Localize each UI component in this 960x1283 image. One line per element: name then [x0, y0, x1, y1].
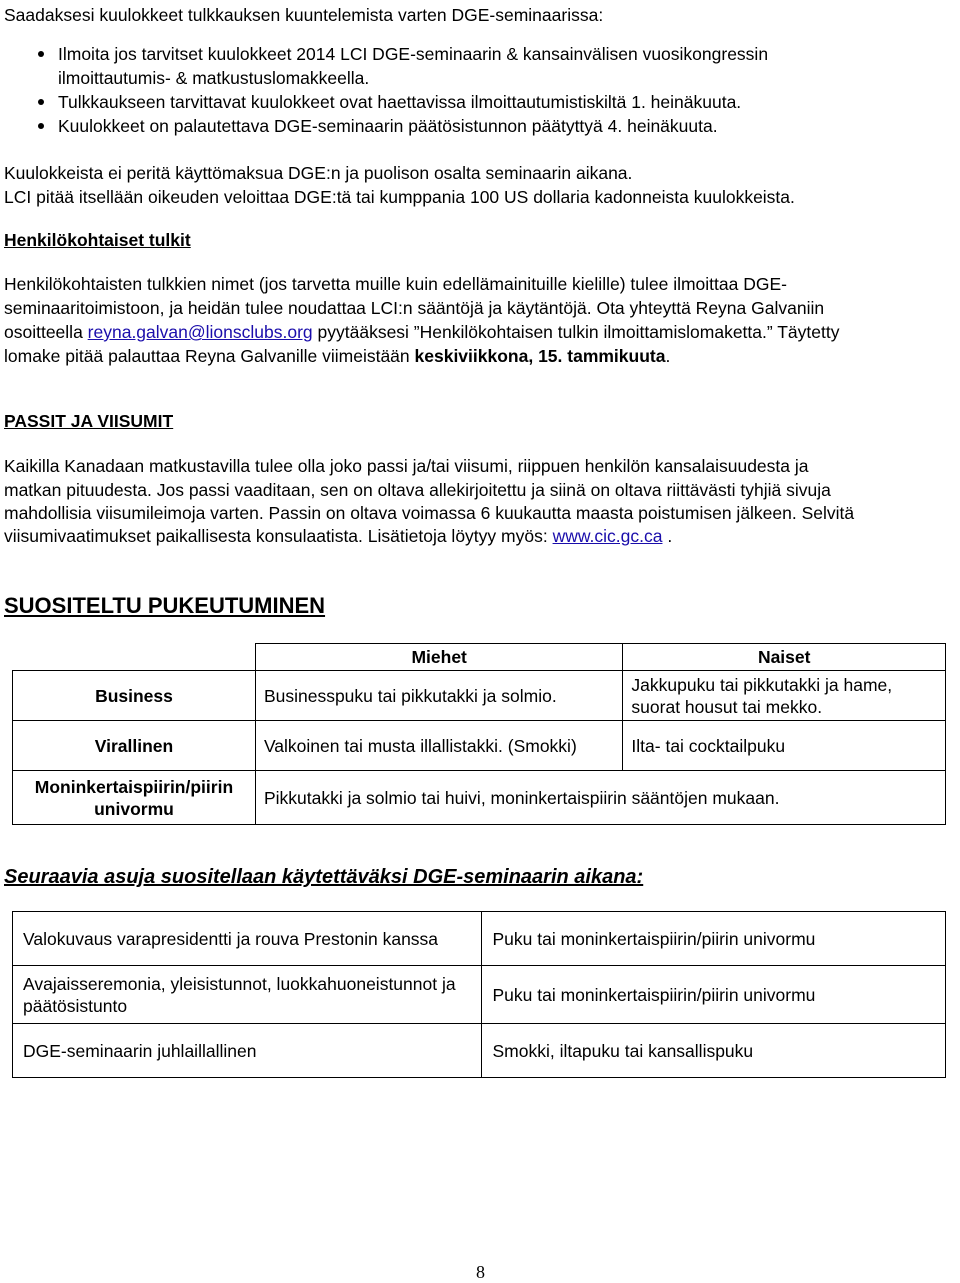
column-header-women: Naiset — [623, 644, 946, 671]
table-row — [13, 721, 946, 771]
table-header-row — [13, 644, 946, 671]
text-segment: . — [665, 346, 671, 366]
bullet-text-continued: ilmoittautumis- & matkustuslomakkeella. — [58, 68, 370, 88]
text-segment: osoitteella — [4, 322, 88, 342]
interpreters-heading: Henkilökohtaiset tulkit — [4, 230, 191, 250]
table-row — [13, 912, 946, 966]
event-cell: DGE-seminaarin juhlaillallinen — [13, 1024, 482, 1078]
events-heading: Seuraavia asuja suositellaan käytettäväksi DGE-seminaarin aikana: — [4, 866, 644, 888]
passports-heading: PASSIT JA VIISUMIT — [4, 411, 174, 431]
list-item — [38, 114, 768, 138]
paragraph-line: mahdollisia viisumileimoja varten. Passin on oltava voimassa 6 kuukautta maasta poistumisen jälkeen. Selvitä — [4, 503, 855, 523]
paragraph-line — [4, 525, 672, 547]
table-row — [13, 671, 946, 721]
events-attire-table — [12, 911, 946, 1078]
paragraph-line — [4, 321, 840, 343]
attire-cell: Puku tai moninkertaispiirin/piirin univormu — [482, 966, 946, 1024]
event-cell: Avajaisseremonia, yleisistunnot, luokkahuoneistunnot ja päätösistunto — [13, 966, 482, 1024]
cell-men: Valkoinen tai musta illallistakki. (Smokki) — [255, 721, 622, 771]
row-label: Virallinen — [13, 721, 256, 771]
intro-heading: Saadaksesi kuulokkeet tulkkauksen kuuntelemista varten DGE-seminaarissa: — [4, 5, 604, 25]
attire-cell: Smokki, iltapuku tai kansallispuku — [482, 1024, 946, 1078]
dress-code-table — [12, 643, 946, 825]
paragraph-line: matkan pituudesta. Jos passi vaaditaan, sen on oltava allekirjoitettu ja siinä on oltava riittävästi tyhjiä sivuja — [4, 480, 831, 500]
cell-women: Jakkupuku tai pikkutakki ja hame, suorat housut tai mekko. — [623, 671, 946, 721]
text-segment: viisumivaatimukset paikallisesta konsulaatista. Lisätietoja löytyy myös: — [4, 526, 553, 546]
paragraph-line: Henkilökohtaisten tulkkien nimet (jos tarvetta muille kuin edellämainituille kielille) tulee ilmoittaa DGE- — [4, 274, 787, 294]
bullet-text: Ilmoita jos tarvitset kuulokkeet 2014 LCI DGE-seminaarin & kansainvälisen vuosikongressin — [58, 44, 769, 64]
deadline-text: keskiviikkona, 15. tammikuuta — [414, 346, 666, 366]
event-cell: Valokuvaus varapresidentti ja rouva Prestonin kanssa — [13, 912, 482, 966]
paragraph-line — [4, 345, 670, 367]
empty-header-cell — [13, 644, 256, 671]
cic-website-link[interactable]: www.cic.gc.ca — [552, 526, 663, 546]
row-label: Business — [13, 671, 256, 721]
cell-both: Pikkutakki ja solmio tai huivi, moninkertaispiirin sääntöjen mukaan. — [255, 771, 945, 825]
text-segment: pyytääksesi ”Henkilökohtaisen tulkin ilmoittamislomaketta.” Täytetty — [312, 322, 840, 342]
attire-cell: Puku tai moninkertaispiirin/piirin univormu — [482, 912, 946, 966]
text-segment: . — [662, 526, 673, 546]
column-header-men: Miehet — [255, 644, 622, 671]
paragraph-line: seminaaritoimistoon, ja heidän tulee noudattaa LCI:n sääntöjä ja käytäntöjä. Ota yhteyttä Reyna Galvaniin — [4, 298, 825, 318]
bullet-text: Kuulokkeet on palautettava DGE-seminaarin päätösistunnon päätyttyä 4. heinäkuuta. — [58, 116, 718, 136]
cell-women: Ilta- tai cocktailpuku — [623, 721, 946, 771]
list-item — [38, 42, 768, 90]
row-label: Moninkertaispiirin/piirin univormu — [13, 771, 256, 825]
table-row — [13, 1024, 946, 1078]
text-segment: lomake pitää palauttaa Reyna Galvanille viimeistään — [4, 346, 415, 366]
headphone-bullet-list — [38, 42, 768, 138]
dress-code-heading: SUOSITELTU PUKEUTUMINEN — [4, 593, 326, 618]
table-row — [13, 771, 946, 825]
lost-headphones-note: LCI pitää itsellään oikeuden veloittaa DGE:tä tai kumppania 100 US dollaria kadonneista kuulokkeista. — [4, 187, 795, 207]
page-number: 8 — [476, 1262, 485, 1282]
list-item — [38, 90, 768, 114]
email-link[interactable]: reyna.galvan@lionsclubs.org — [87, 322, 313, 342]
bullet-text: Tulkkaukseen tarvittavat kuulokkeet ovat haettavissa ilmoittautumistiskiltä 1. heinäkuuta. — [58, 92, 742, 112]
fee-note: Kuulokkeista ei peritä käyttömaksua DGE:n ja puolison osalta seminaarin aikana. — [4, 163, 633, 183]
paragraph-line: Kaikilla Kanadaan matkustavilla tulee olla joko passi ja/tai viisumi, riippuen henkilön kansalaisuudesta ja — [4, 456, 809, 476]
table-row — [13, 966, 946, 1024]
cell-men: Businesspuku tai pikkutakki ja solmio. — [255, 671, 622, 721]
